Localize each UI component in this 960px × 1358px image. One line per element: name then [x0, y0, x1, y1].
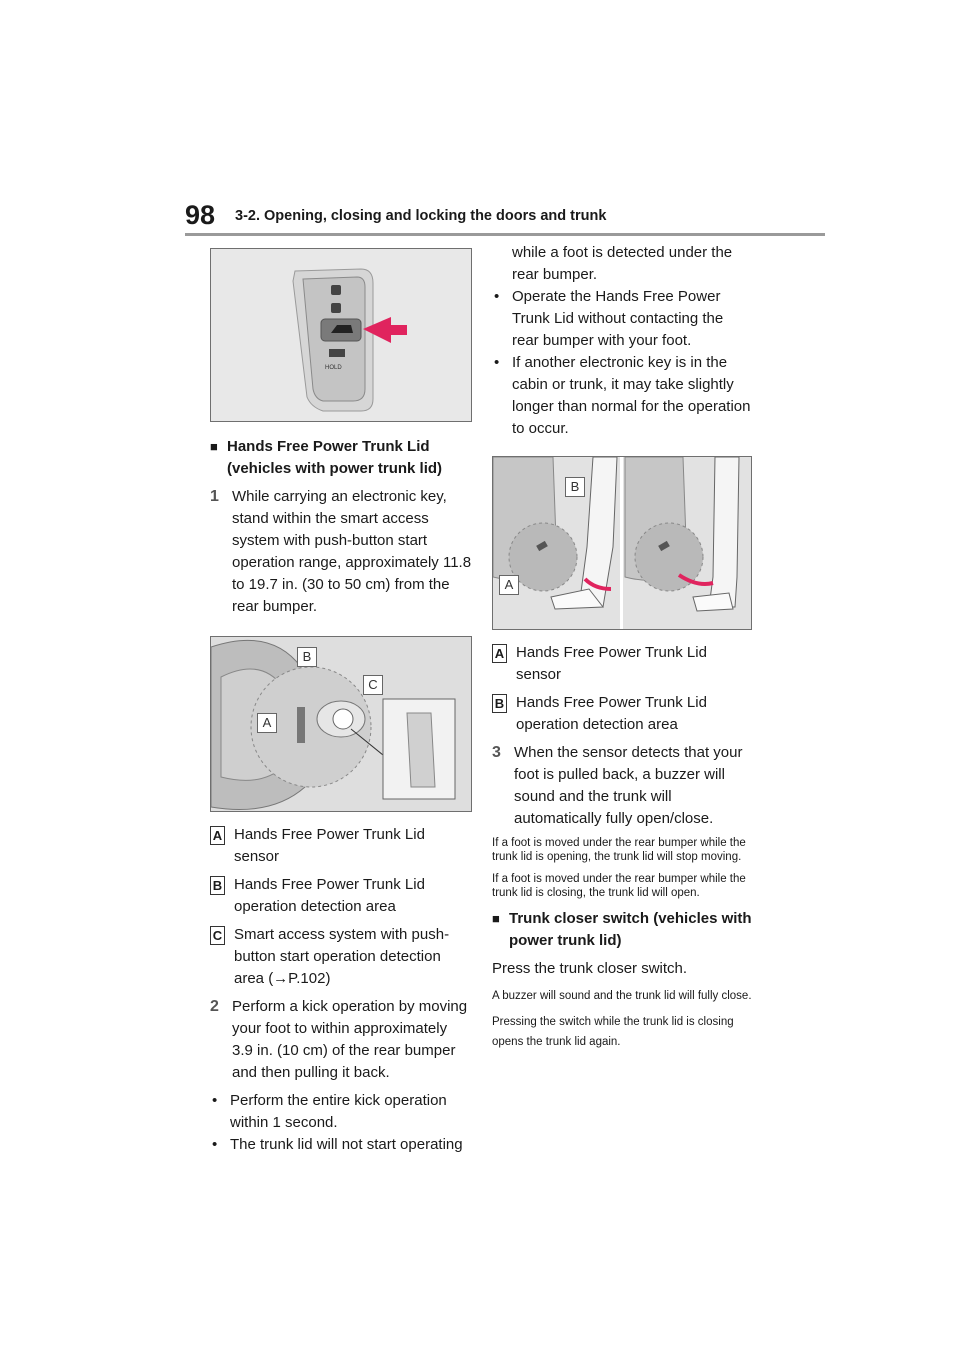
label-text: Hands Free Power Trunk Lid operation detection area [516, 694, 707, 733]
paragraph-buzzer: A buzzer will sound and the trunk lid will fully close. [492, 990, 752, 1002]
right-column [492, 242, 752, 1058]
bullet-continuation [492, 242, 752, 286]
bullet-item [492, 286, 752, 352]
bullet-text: If another electronic key is in the cabin or trunk, it may take slightly longer than normal for the operation to occur. [512, 354, 751, 437]
key-figure [210, 248, 472, 422]
electronic-key-illustration [211, 249, 472, 421]
badge-a: A [210, 826, 225, 845]
label-row-a [492, 642, 752, 686]
step-text: When the sensor detects that your foot is pulled back, a buzzer will sound and the trunk will automatically fully open/close. [514, 744, 743, 827]
label-row-b [492, 692, 752, 736]
label-text: Hands Free Power Trunk Lid sensor [516, 644, 707, 683]
figure-label-a: A [257, 713, 277, 733]
bullet-item [210, 1134, 472, 1156]
label-text: Hands Free Power Trunk Lid sensor [234, 826, 425, 865]
badge-c: C [210, 926, 225, 945]
kick-operation-illustration [493, 457, 751, 629]
figure-label-c: C [363, 675, 383, 695]
step-text: While carrying an electronic key, stand within the smart access system with push-button start operation range, approximately 11.8 to 19.7 in. (30 to 50 cm) from the rear bumper. [232, 488, 472, 615]
hands-free-heading [210, 436, 472, 480]
bullet-item [210, 1090, 472, 1134]
svg-text:HOLD: HOLD [325, 365, 342, 371]
note-closing: If a foot is moved under the rear bumper while the trunk lid is closing, the trunk lid will open. [492, 873, 746, 899]
bullet-text: Perform the entire kick operation within 1 second. [230, 1092, 447, 1131]
badge-a: A [492, 644, 507, 663]
page-number: 98 [185, 200, 216, 230]
bullet-text: while a foot is detected under the rear bumper. [512, 244, 733, 283]
left-column [210, 248, 472, 1156]
instruction-text: Press the trunk closer switch. [492, 960, 688, 977]
label-row-a [210, 824, 472, 868]
step-number: 1 [210, 488, 219, 505]
bullet-item [492, 352, 752, 440]
step-number: 3 [492, 744, 501, 761]
step-1 [210, 486, 472, 618]
badge-b: B [492, 694, 507, 713]
note-opening: If a foot is moved under the rear bumper while the trunk lid is opening, the trunk lid will stop moving. [492, 837, 746, 863]
label-text: Hands Free Power Trunk Lid operation detection area [234, 876, 425, 915]
step-number: 2 [210, 998, 219, 1015]
bullet-dot-icon: • [212, 1092, 218, 1109]
step-2 [210, 996, 472, 1084]
bullet-dot-icon: • [494, 354, 500, 371]
bullet-text: The trunk lid will not start operating [230, 1136, 463, 1153]
figure-label-b: B [297, 647, 317, 667]
hands-free-heading-text: Hands Free Power Trunk Lid (vehicles with power trunk lid) [227, 438, 443, 477]
section-title: 3-2. Opening, closing and locking the doors and trunk [235, 208, 607, 224]
step-text: Perform a kick operation by moving your foot to within approximately 3.9 in. (10 cm) of the rear bumper and then pulling it back. [232, 998, 468, 1081]
figure-label-a: A [499, 575, 519, 595]
square-bullet-icon: ■ [492, 911, 500, 926]
label-row-b [210, 874, 472, 918]
trunk-closer-heading [492, 908, 752, 952]
label-row-c [210, 924, 472, 990]
step-3 [492, 742, 752, 830]
bullet-text: Operate the Hands Free Power Trunk Lid without contacting the rear bumper with your foot. [512, 288, 724, 349]
square-bullet-icon: ■ [210, 439, 218, 454]
paragraph-reopen: Pressing the switch while the trunk lid is closing opens the trunk lid again. [492, 1016, 734, 1048]
bullet-dot-icon: • [212, 1136, 218, 1153]
figure-label-b: B [565, 477, 585, 497]
trunk-closer-heading-text: Trunk closer switch (vehicles with power trunk lid) [509, 910, 752, 949]
label-text: Smart access system with push-button start operation detection area (→P.102) [234, 926, 450, 987]
foot-figure [492, 456, 752, 630]
header-rule [185, 233, 825, 236]
car-detection-illustration [211, 637, 472, 811]
bullet-dot-icon: • [494, 288, 500, 305]
car-figure [210, 636, 472, 812]
badge-b: B [210, 876, 225, 895]
